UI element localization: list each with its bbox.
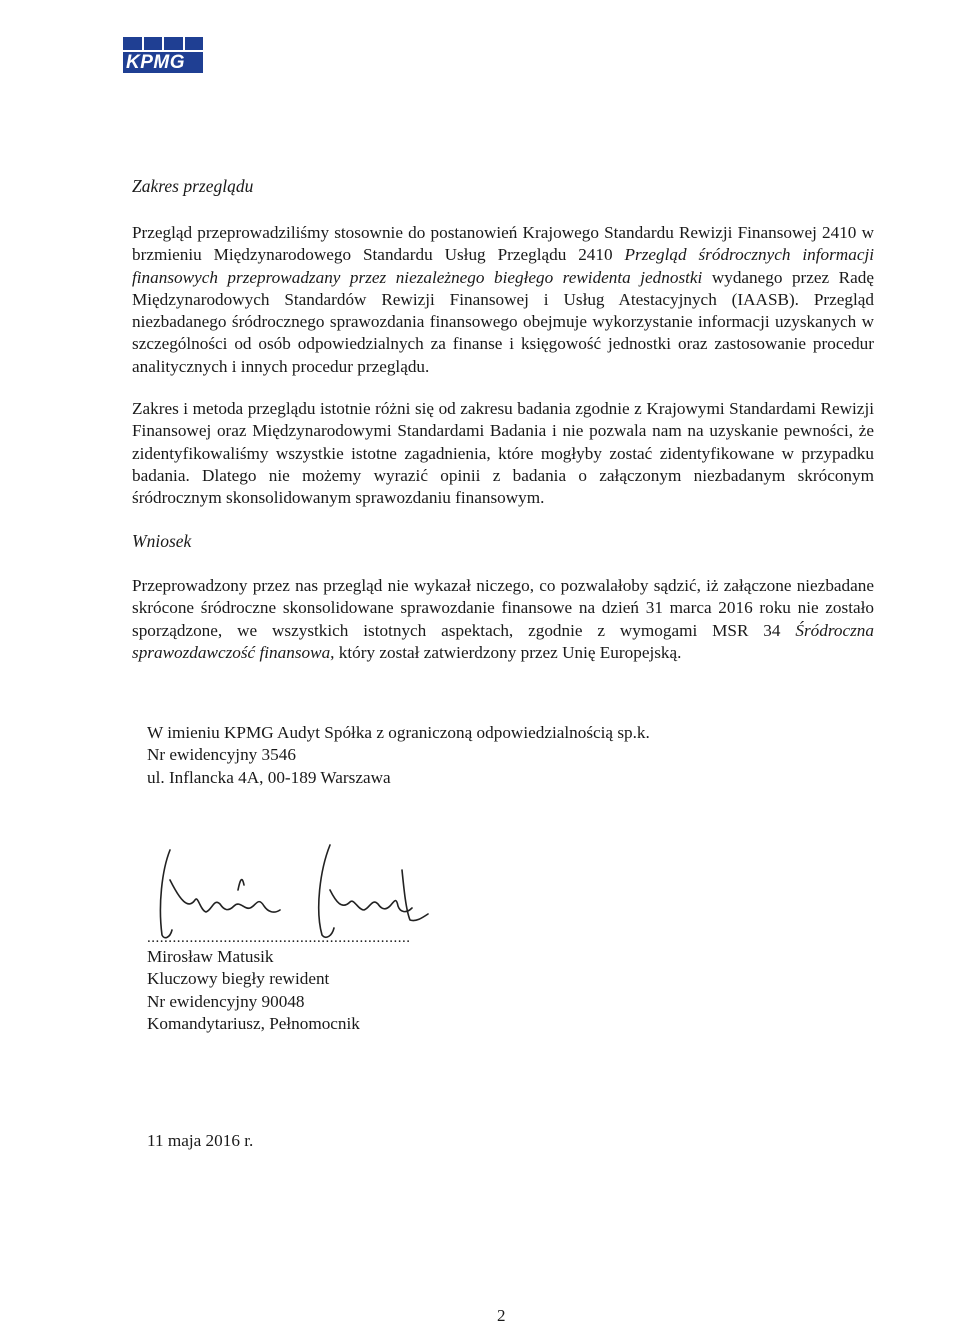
conclusion-text-a: Przeprowadzony przez nas przegląd nie wykazał niczego, co pozwalałoby sądzić, iż załączone niezbadane skrócone śródroczne skonsolidowane sprawozdanie finansowe na dzień 31 marca 2016 roku nie zostało sporządzone, we wszystkich istotnych aspektach, zgodnie z wymogami MSR 34: [132, 576, 874, 640]
signatory-role: Kluczowy biegły rewident: [147, 969, 330, 989]
logo-wordmark: KPMG: [123, 52, 203, 73]
msr-title: Śródroczna sprawozdawczość finansowa: [132, 620, 874, 662]
logo-blocks: [123, 37, 203, 50]
firm-block: [147, 722, 650, 789]
scope-paragraph-1: [132, 222, 874, 378]
signatory-name: Mirosław Matusik: [147, 947, 274, 966]
signatory-title: Komandytariusz, Pełnomocnik: [147, 1013, 360, 1033]
firm-address: ul. Inflancka 4A, 00-189 Warszawa: [147, 767, 391, 787]
signatory-registration: Nr ewidencyjny 90048: [147, 991, 305, 1011]
scope-p1-text-b: wydanego przez Radę Międzynarodowych Standardów Rewizji Finansowej i Usług Atestacyjnych (IAASB). Przegląd niezbadanego śródrocznego sprawozdania finansowego obejmuje wykorzystanie informacji uzyskanych w szczególności od osób odpowiedzialnych za finanse i księgowość jednostki oraz zastosowanie procedur analitycznych i innych procedur przeglądu.: [132, 267, 874, 376]
conclusion-paragraph: [132, 575, 874, 664]
standard-title: Przegląd śródrocznych informacji finansowych przeprowadzany przez niezależnego biegłego rewidenta jednostki: [132, 245, 874, 287]
signature-line: ..............................................................: [147, 930, 411, 946]
conclusion-text-b: , który został zatwierdzony przez Unię Europejską.: [330, 642, 682, 662]
signatory-block: [147, 946, 360, 1035]
scope-heading: Zakres przeglądu: [132, 176, 254, 196]
scope-paragraph-2: Zakres i metoda przeglądu istotnie różni się od zakresu badania zgodnie z Krajowymi Standardami Rewizji Finansowej oraz Międzynarodowymi Standardami Badania i nie pozwala nam na uzyskanie pewności, że zidentyfikowaliśmy wszystkie istotne zagadnienia, które mogłyby zostać zidentyfikowane w przypadku badania. Dlatego nie możemy wyrazić opinii z badania o załączonym niezbadanym skróconym śródrocznym skonsolidowanym sprawozdaniu finansowym.: [132, 399, 874, 508]
kpmg-logo: [123, 37, 203, 73]
document-date: 11 maja 2016 r.: [147, 1131, 254, 1150]
firm-name: W imieniu KPMG Audyt Spółka z ograniczoną odpowiedzialnością sp.k.: [147, 723, 650, 742]
page-number: 2: [497, 1306, 506, 1325]
firm-registration: Nr ewidencyjny 3546: [147, 745, 296, 765]
scope-p1-text-a: Przegląd przeprowadziliśmy stosownie do postanowień Krajowego Standardu Rewizji Finansowej 2410 w brzmieniu Międzynarodowego Standardu Usług Przeglądu 2410: [132, 223, 874, 265]
conclusion-heading: Wniosek: [132, 531, 192, 551]
